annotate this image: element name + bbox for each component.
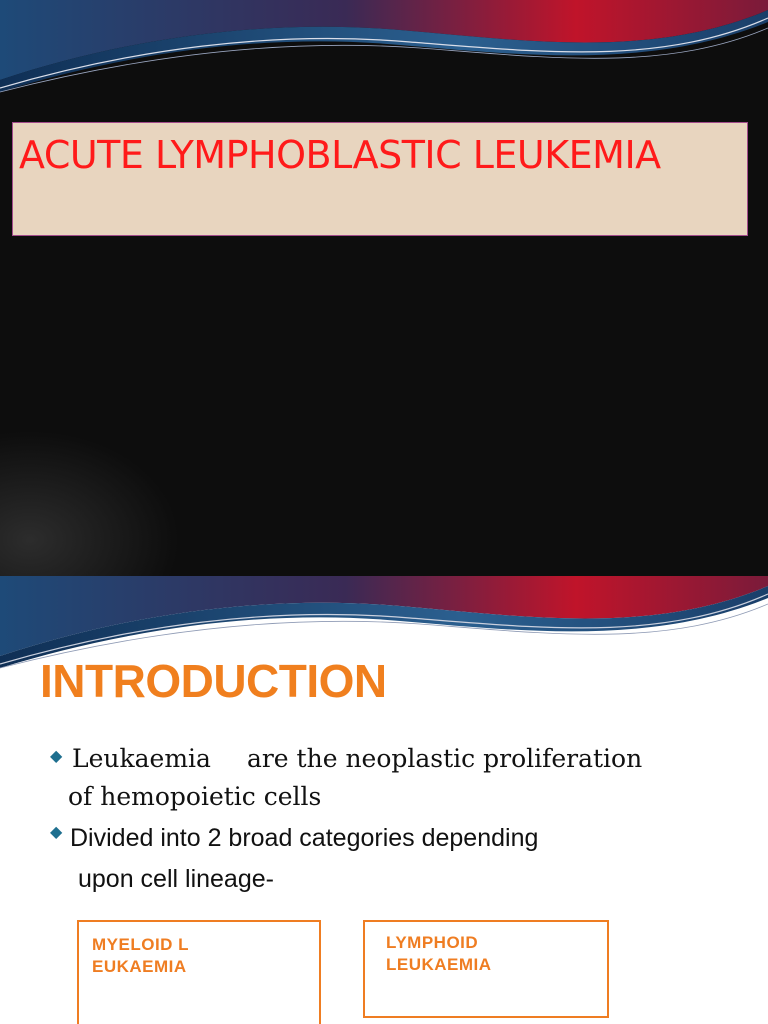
bullet-1-definition: are the neoplastic proliferation <box>246 744 643 773</box>
category-label: LYMPHOID LEUKAEMIA <box>386 933 492 974</box>
bullet-1-term: Leukaemia <box>72 744 211 773</box>
category-label: MYELOID LEUKAEMIA <box>92 935 190 976</box>
bullet-2-line-2: upon cell lineage- <box>78 865 274 893</box>
title-box <box>12 122 748 236</box>
slide-title: ACUTE LYMPHOBLASTIC LEUKEMIA <box>19 133 661 177</box>
diamond-bullet-icon: ◆ <box>50 824 63 841</box>
bullet-1-line-1 <box>72 744 642 773</box>
myeloid-leukaemia-box <box>77 920 321 1024</box>
bullet-1-line-2: of hemopoietic cells <box>68 782 322 811</box>
section-heading: INTRODUCTION <box>40 655 387 707</box>
introduction-slide <box>0 576 768 1024</box>
decorative-wave-banner <box>0 0 768 95</box>
corner-glow <box>0 430 180 576</box>
diamond-bullet-icon: ◆ <box>50 748 63 765</box>
lymphoid-leukaemia-box <box>363 920 609 1018</box>
bullet-2-line-1: Divided into 2 broad categories depending <box>70 824 539 852</box>
